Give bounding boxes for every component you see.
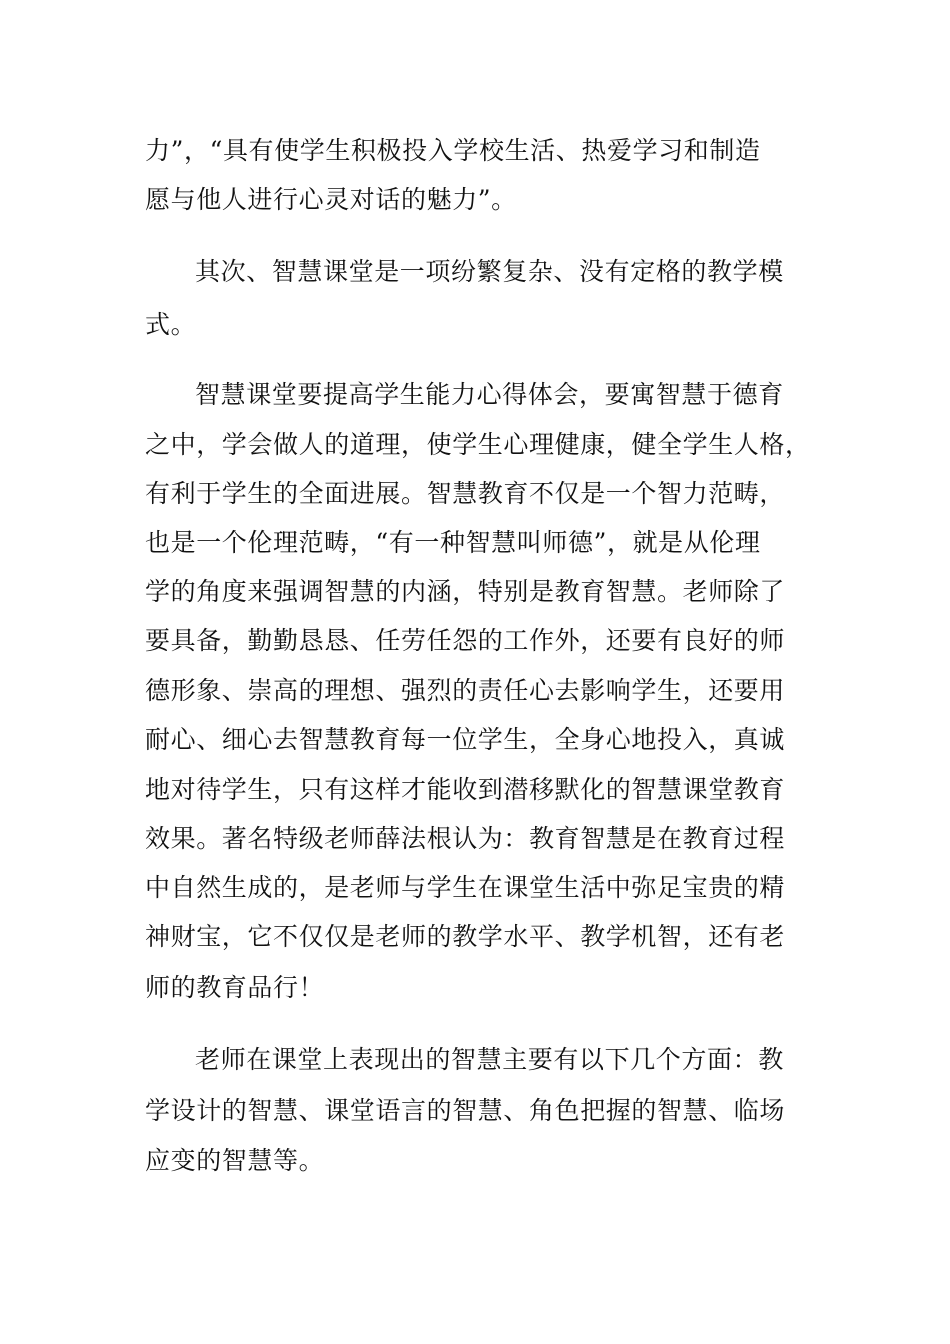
text-line-17: 师的教育品行！ bbox=[145, 973, 325, 1002]
text-line-13: 地对待学生，只有这样才能收到潜移默化的智慧课堂教育 bbox=[145, 775, 786, 804]
text-line-10: 要具备，勤勤恳恳、任劳任怨的工作外，还要有良好的师 bbox=[145, 626, 786, 655]
text-line-5: 智慧课堂要提高学生能力心得体会，要寓智慧于德育 bbox=[195, 380, 784, 409]
text-line-3: 其次、智慧课堂是一项纷繁复杂、没有定格的教学模 bbox=[195, 257, 784, 286]
text-line-9: 学的角度来强调智慧的内涵，特别是教育智慧。老师除了 bbox=[145, 577, 786, 606]
text-line-11: 德形象、崇高的理想、强烈的责任心去影响学生，还要用 bbox=[145, 676, 786, 705]
text-line-19: 学设计的智慧、课堂语言的智慧、角色把握的智慧、临场 bbox=[145, 1096, 786, 1125]
text-line-15: 中自然生成的，是老师与学生在课堂生活中弥足宝贵的精 bbox=[145, 873, 786, 902]
text-line-7: 有利于学生的全面进展。智慧教育不仅是一个智力范畴， bbox=[145, 479, 786, 508]
text-line-8: 也是一个伦理范畴，“有一种智慧叫师德”，就是从伦理 bbox=[145, 528, 761, 557]
text-line-2: 愿与他人进行心灵对话的魅力”。 bbox=[145, 185, 517, 214]
text-line-4: 式。 bbox=[145, 310, 197, 339]
text-line-18: 老师在课堂上表现出的智慧主要有以下几个方面：教 bbox=[195, 1045, 784, 1074]
text-line-16: 神财宝，它不仅仅是老师的教学水平、教学机智，还有老 bbox=[145, 922, 786, 951]
text-line-6: 之中，学会做人的道理，使学生心理健康，健全学生人格， bbox=[145, 430, 811, 459]
text-line-20: 应变的智慧等。 bbox=[145, 1146, 325, 1175]
text-line-14: 效果。著名特级老师薛法根认为：教育智慧是在教育过程 bbox=[145, 824, 786, 853]
text-line-1: 力”，“具有使学生积极投入学校生活、热爱学习和制造 bbox=[145, 136, 761, 165]
text-line-12: 耐心、细心去智慧教育每一位学生，全身心地投入，真诚 bbox=[145, 725, 786, 754]
